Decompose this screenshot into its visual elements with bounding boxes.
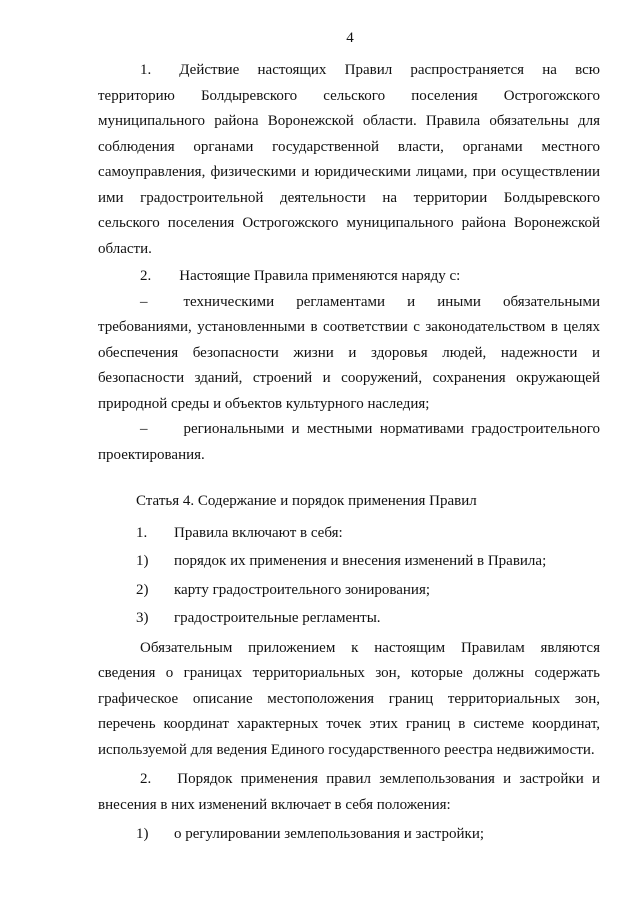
paragraph-2-text: Настоящие Правила применяются наряду с: [179,268,461,284]
list-item-text: градостроительные регламенты. [174,610,381,626]
list-item-number: 3) [136,610,149,626]
article-paragraph-2-text: Порядок применения правил землепользования и застройки и внесения в них изменений включает в себя положения: [98,771,600,813]
document-body [98,58,600,848]
list-item [98,606,600,632]
paragraph-1-number: 1. [140,62,152,78]
article-heading: Статья 4. Содержание и порядок применения Правил [136,493,477,509]
list-item-number: 1) [136,826,149,842]
paragraph-1-text: Действие настоящих Правил распространяется на всю территорию Болдыревского сельского поселения Острогожского муниципального района Воронежской области. Правила обязательны для соблюдения органами государственной власти, органами местного самоуправления, физическими и юридическими лицами, при осуществлении ими градостроительной деятельности на территории Болдыревского сельского поселения Острогожского муниципального района Воронежской области. [98,62,600,257]
list-item-text: карту градостроительного зонирования; [174,581,431,598]
list-item-number: 1) [136,553,149,569]
list-item [98,822,600,848]
article-paragraph-1-number: 1. [136,524,148,541]
dash-item-1-text: техническими регламентами и иными обязательными требованиями, установленными в соответствии с законодательством в целях обеспечения безопасности жизни и здоровья людей, надежности и безопасности зданий, строений и сооружений, сохранения окружающей природной среды и объектов культурного наследия; [98,293,600,412]
appendix-paragraph: Обязательным приложением к настоящим Правилам являются сведения о границах территориальных зон, которые должны содержать графическое описание местоположения границ территориальных зон, перечень координат характерных точек этих границ в системе координат, используемой для ведения Единого государственного реестра недвижимости. [98,639,600,758]
article-paragraph-2 [98,767,600,818]
list-item-number: 2) [136,581,149,598]
dash-item-1 [98,290,600,418]
paragraph-2-number: 2. [140,268,152,284]
dash-item-2 [98,417,600,468]
list-item [98,578,600,604]
list-item-text: порядок их применения и внесения изменений в Правила; [174,553,547,569]
paragraph-1 [98,58,600,262]
article-paragraph-1 [98,521,600,547]
dash-item-2-text: региональными и местными нормативами градостроительного проектирования. [98,421,600,463]
paragraph-2 [98,264,600,290]
dash-marker: – [140,421,148,437]
article-paragraph-1-text: Правила включают в себя: [174,524,343,541]
dash-marker: – [140,293,148,310]
article-paragraph-2-number: 2. [140,771,152,787]
page-number: 4 [346,30,354,46]
list-item [98,549,600,575]
list-item-text: о регулировании землепользования и застройки; [174,826,485,842]
